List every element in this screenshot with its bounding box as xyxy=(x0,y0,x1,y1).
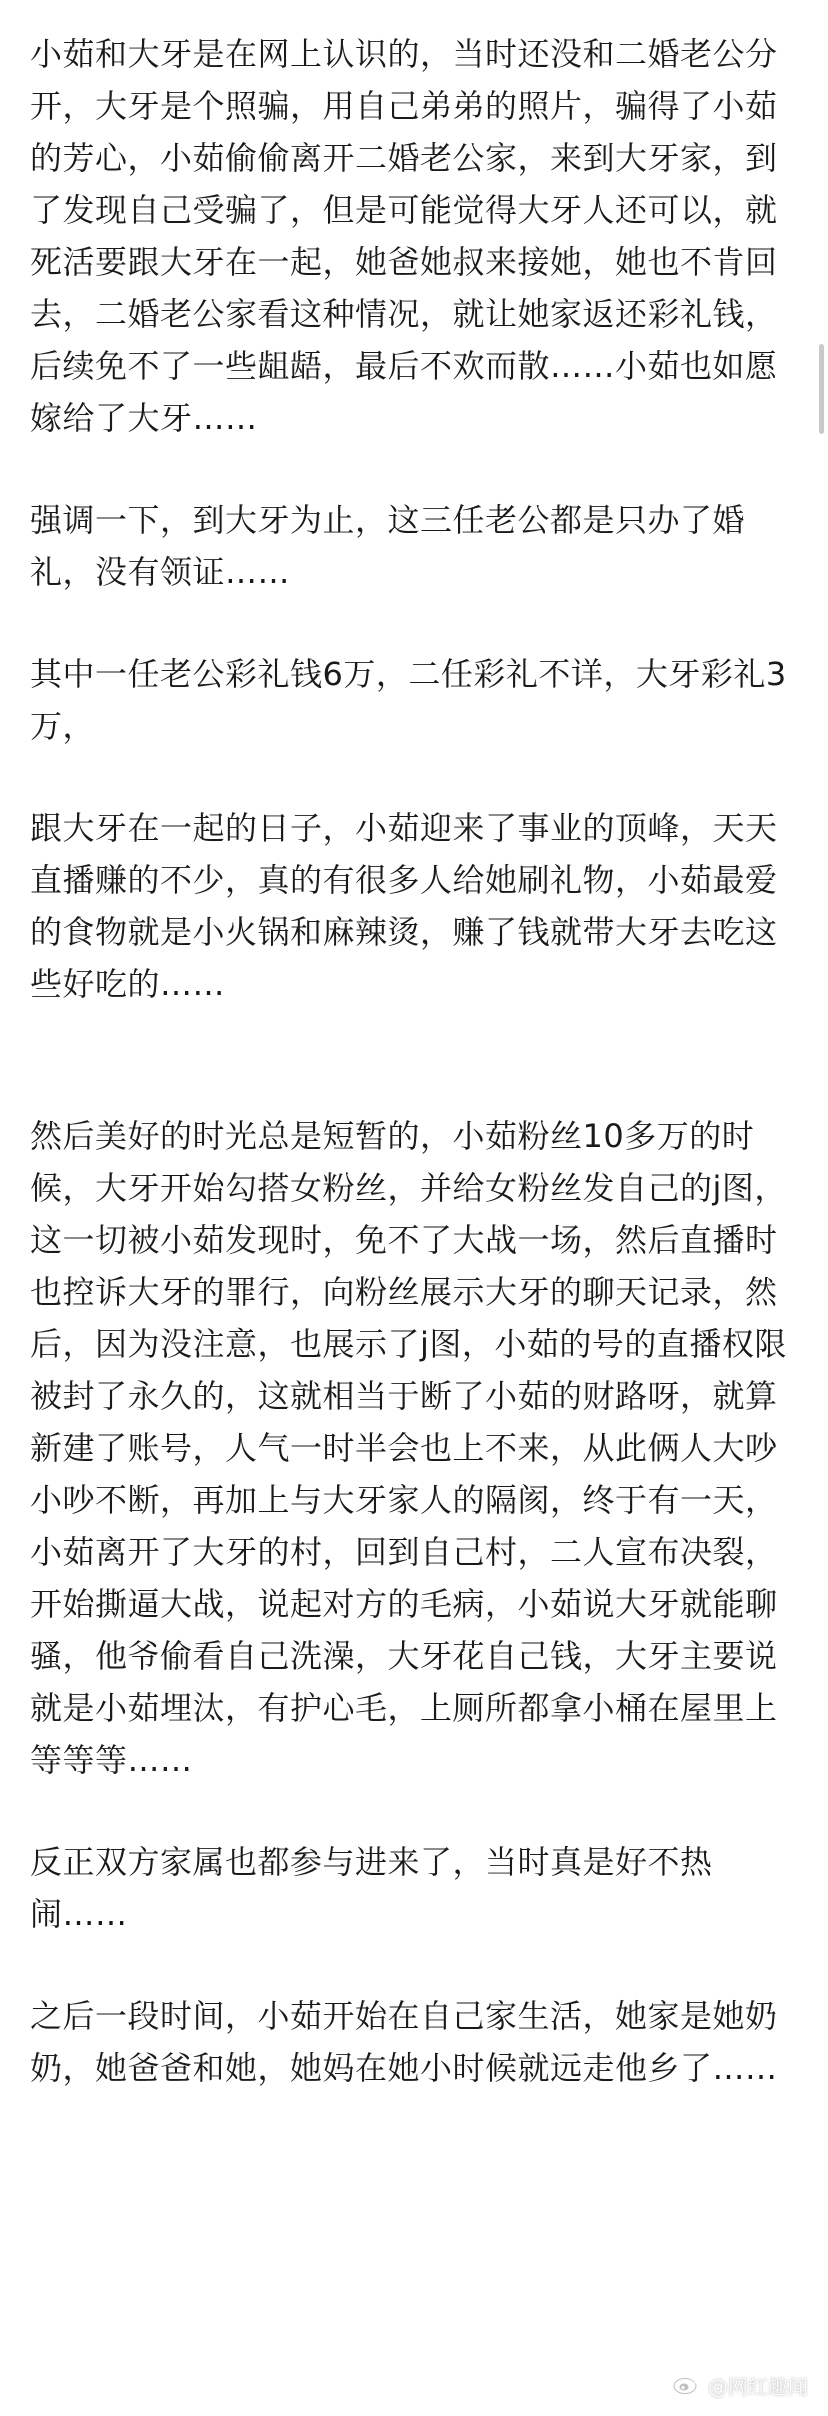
paragraph-6: 反正双方家属也都参与进来了，当时真是好不热闹…… xyxy=(30,1843,713,1933)
scrollbar-thumb[interactable] xyxy=(819,344,824,434)
weibo-logo-icon xyxy=(672,2371,702,2400)
paragraph-spacer xyxy=(30,1940,798,1990)
paragraph-1: 小茹和大牙是在网上认识的，当时还没和二婚老公分开，大牙是个照骗，用自己弟弟的照片，骗得了小茹的芳心，小茹偷偷离开二婚老公家，来到大牙家，到了发现自己受骗了，但是可能觉得大牙人还可以，就死活要跟大牙在一起，她爸她叔来接她，她也不肯回去，二婚老公家看这种情况，就让她家返还彩礼钱，后续免不了一些龃龉，最后不欢而散……小茹也如愿嫁给了大牙…… xyxy=(30,35,778,437)
paragraph-spacer xyxy=(30,752,798,802)
paragraph-4: 跟大牙在一起的日子，小茹迎来了事业的顶峰，天天直播赚的不少，真的有很多人给她刷礼物，小茹最爱的食物就是小火锅和麻辣烫，赚了钱就带大牙去吃这些好吃的…… xyxy=(30,809,778,1003)
paragraph-7: 之后一段时间，小茹开始在自己家生活，她家是她奶奶，她爸爸和她，她妈在她小时候就远走他乡了…… xyxy=(30,1997,778,2087)
watermark xyxy=(672,2371,808,2400)
paragraph-5: 然后美好的时光总是短暂的，小茹粉丝10多万的时候，大牙开始勾搭女粉丝，并给女粉丝发自己的j图，这一切被小茹发现时，免不了大战一场，然后直播时也控诉大牙的罪行，向粉丝展示大牙的聊天记录，然后，因为没注意，也展示了j图，小茹的号的直播权限被封了永久的，这就相当于断了小茹的财路呀，就算新建了账号，人气一时半会也上不来，从此俩人大吵小吵不断，再加上与大牙家人的隔阂，终于有一天，小茹离开了大牙的村，回到自己村，二人宣布决裂，开始撕逼大战，说起对方的毛病，小茹说大牙就能聊骚，他爷偷看自己洗澡，大牙花自己钱，大牙主要说就是小茹埋汰，有护心毛，上厕所都拿小桶在屋里上等等等…… xyxy=(30,1117,787,1779)
paragraph-spacer xyxy=(30,1786,798,1836)
paragraph-3: 其中一任老公彩礼钱6万，二任彩礼不详，大牙彩礼3万， xyxy=(30,655,787,745)
article-body xyxy=(30,28,798,2094)
watermark-text: @网红趣闻 xyxy=(708,2375,808,2399)
paragraph-spacer xyxy=(30,444,798,494)
paragraph-2: 强调一下，到大牙为止，这三任老公都是只办了婚礼，没有领证…… xyxy=(30,501,746,591)
paragraph-spacer xyxy=(30,598,798,648)
paragraph-spacer xyxy=(30,1010,798,1110)
